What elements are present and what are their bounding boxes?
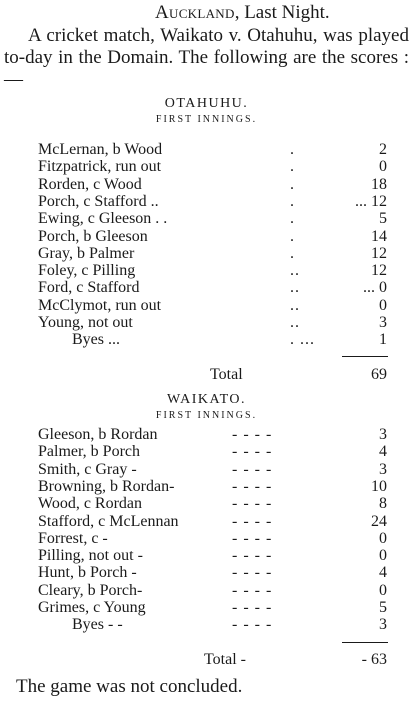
batsman-row xyxy=(0,461,413,479)
batsman-row xyxy=(0,279,413,297)
dot-leader: . xyxy=(290,141,295,158)
intro-paragraph: A cricket match, Waikato v. Otahuhu, was played to-day in the Domain. The following are the scores :— xyxy=(4,25,409,90)
batsman-score: 3 xyxy=(379,426,387,443)
innings-heading-waikato: FIRST INNINGS. xyxy=(155,410,258,421)
batsman-row xyxy=(0,443,413,461)
team-heading-waikato: WAIKATO. xyxy=(166,392,246,407)
total-row xyxy=(0,651,413,669)
batsman-name: Byes ... xyxy=(72,331,120,349)
batsman-row xyxy=(0,141,413,159)
batsman-row xyxy=(0,599,413,617)
batsman-score: 5 xyxy=(379,210,387,228)
batsman-row xyxy=(0,176,413,194)
batsman-score: 3 xyxy=(379,616,387,634)
batsman-row xyxy=(0,210,413,228)
batsman-name: Ewing, c Gleeson . . xyxy=(38,210,168,228)
batsman-score: 0 xyxy=(379,158,387,176)
batsman-score: 3 xyxy=(379,460,387,478)
dot-leader: .. xyxy=(290,262,300,280)
dateline xyxy=(155,2,330,24)
dot-leader: - - - - xyxy=(232,443,273,461)
batsman-row xyxy=(0,564,413,582)
batsman-name: Cleary, b Porch- xyxy=(38,581,143,599)
dot-leader: - - - - xyxy=(232,477,273,495)
batsman-name: Forrest, c - xyxy=(38,529,108,547)
batsman-row xyxy=(0,262,413,280)
total-score: - 63 xyxy=(361,651,387,668)
batsman-score: 4 xyxy=(379,564,387,582)
total-rule xyxy=(342,356,388,357)
batsman-row xyxy=(0,193,413,211)
total-rule xyxy=(342,642,388,643)
dateline-place: Auckland xyxy=(155,2,235,23)
batsman-name: Young, not out xyxy=(38,314,133,331)
batsman-score: 0 xyxy=(379,547,387,565)
batsman-name: McLernan, b Wood xyxy=(38,141,163,158)
batsman-score: 4 xyxy=(379,443,387,461)
dot-leader: - - - - xyxy=(232,529,273,547)
batsman-name: Gleeson, b Rordan xyxy=(38,426,158,443)
dot-leader: - - - - xyxy=(232,581,273,599)
innings-heading-otahuhu: FIRST INNINGS. xyxy=(155,114,258,125)
batsman-name: Pilling, not out - xyxy=(38,547,143,565)
batsman-score: 3 xyxy=(379,314,387,331)
batsman-row xyxy=(0,426,413,444)
dot-leader: - - - - xyxy=(232,599,273,616)
dot-leader: - - - - xyxy=(232,460,273,478)
batsman-name: Byes - - xyxy=(72,616,123,634)
batsman-row xyxy=(0,158,413,176)
batsman-row xyxy=(0,331,413,349)
batsman-name: Ford, c Stafford xyxy=(38,279,140,297)
batsman-name: Smith, c Gray - xyxy=(38,460,137,478)
dot-leader: . xyxy=(290,227,295,245)
batsman-name: Gray, b Palmer xyxy=(38,244,135,262)
batsman-name: Browning, b Rordan- xyxy=(38,477,175,495)
batsman-name: Rorden, c Wood xyxy=(38,175,142,193)
batsman-name: Porch, b Gleeson xyxy=(38,227,148,245)
batsman-score: 0 xyxy=(379,529,387,547)
batsman-row xyxy=(0,547,413,565)
dot-leader: . xyxy=(290,244,295,262)
dot-leader: . xyxy=(290,210,295,228)
batsman-row xyxy=(0,530,413,548)
batsman-score: 18 xyxy=(371,175,387,193)
dot-leader: - - - - xyxy=(232,426,273,443)
dot-leader: . ... xyxy=(290,331,315,349)
batsman-score: 5 xyxy=(379,599,387,616)
closing-line: The game was not concluded. xyxy=(16,676,243,697)
batsman-score: 0 xyxy=(379,581,387,599)
batsman-name: Grimes, c Young xyxy=(38,599,146,616)
dateline-rest: , Last Night. xyxy=(234,2,330,23)
batsman-score: ... 12 xyxy=(355,192,387,210)
total-label: Total xyxy=(210,366,243,383)
dot-leader: - - - - xyxy=(232,616,273,634)
dot-leader: - - - - xyxy=(232,547,273,565)
batsman-name: Foley, c Pilling xyxy=(38,262,136,280)
batsman-name: Porch, c Stafford .. xyxy=(38,192,159,210)
batsman-name: Wood, c Rordan xyxy=(38,495,143,513)
batsman-name: McClymot, run out xyxy=(38,296,162,314)
total-row xyxy=(0,366,413,384)
batsman-name: Stafford, c McLennan xyxy=(38,512,179,530)
batsman-name: Fitzpatrick, run out xyxy=(38,158,162,176)
batsman-score: 14 xyxy=(371,227,387,245)
batsman-score: 2 xyxy=(379,141,387,158)
batsman-row xyxy=(0,513,413,531)
dot-leader: . xyxy=(290,192,295,210)
dot-leader: . xyxy=(290,175,295,193)
batsman-score: 0 xyxy=(379,296,387,314)
batsman-score: 1 xyxy=(379,331,387,349)
batsman-score: 12 xyxy=(371,244,387,262)
batsman-row xyxy=(0,228,413,246)
team-heading-otahuhu: OTAHUHU. xyxy=(164,96,249,111)
dot-leader: - - - - xyxy=(232,495,273,513)
dot-leader: - - - - xyxy=(232,512,273,530)
batsman-score: 24 xyxy=(371,512,387,530)
dot-leader: - - - - xyxy=(232,564,273,582)
batsman-name: Palmer, b Porch xyxy=(38,443,141,461)
batsman-name: Hunt, b Porch - xyxy=(38,564,137,582)
dot-leader: .. xyxy=(290,279,300,297)
batsman-row xyxy=(0,297,413,315)
batsman-row xyxy=(0,245,413,263)
dot-leader: .. xyxy=(290,296,300,314)
total-score: 69 xyxy=(371,366,387,383)
batsman-score: 12 xyxy=(371,262,387,280)
batsman-score: 10 xyxy=(371,477,387,495)
batsman-row xyxy=(0,582,413,600)
dot-leader: .. xyxy=(290,314,300,331)
batsman-score: ... 0 xyxy=(363,279,387,297)
batsman-row xyxy=(0,616,413,634)
batsman-row xyxy=(0,478,413,496)
batsman-score: 8 xyxy=(379,495,387,513)
batsman-row xyxy=(0,495,413,513)
dot-leader: . xyxy=(290,158,295,176)
batsman-row xyxy=(0,314,413,332)
total-label: Total - xyxy=(204,651,246,668)
